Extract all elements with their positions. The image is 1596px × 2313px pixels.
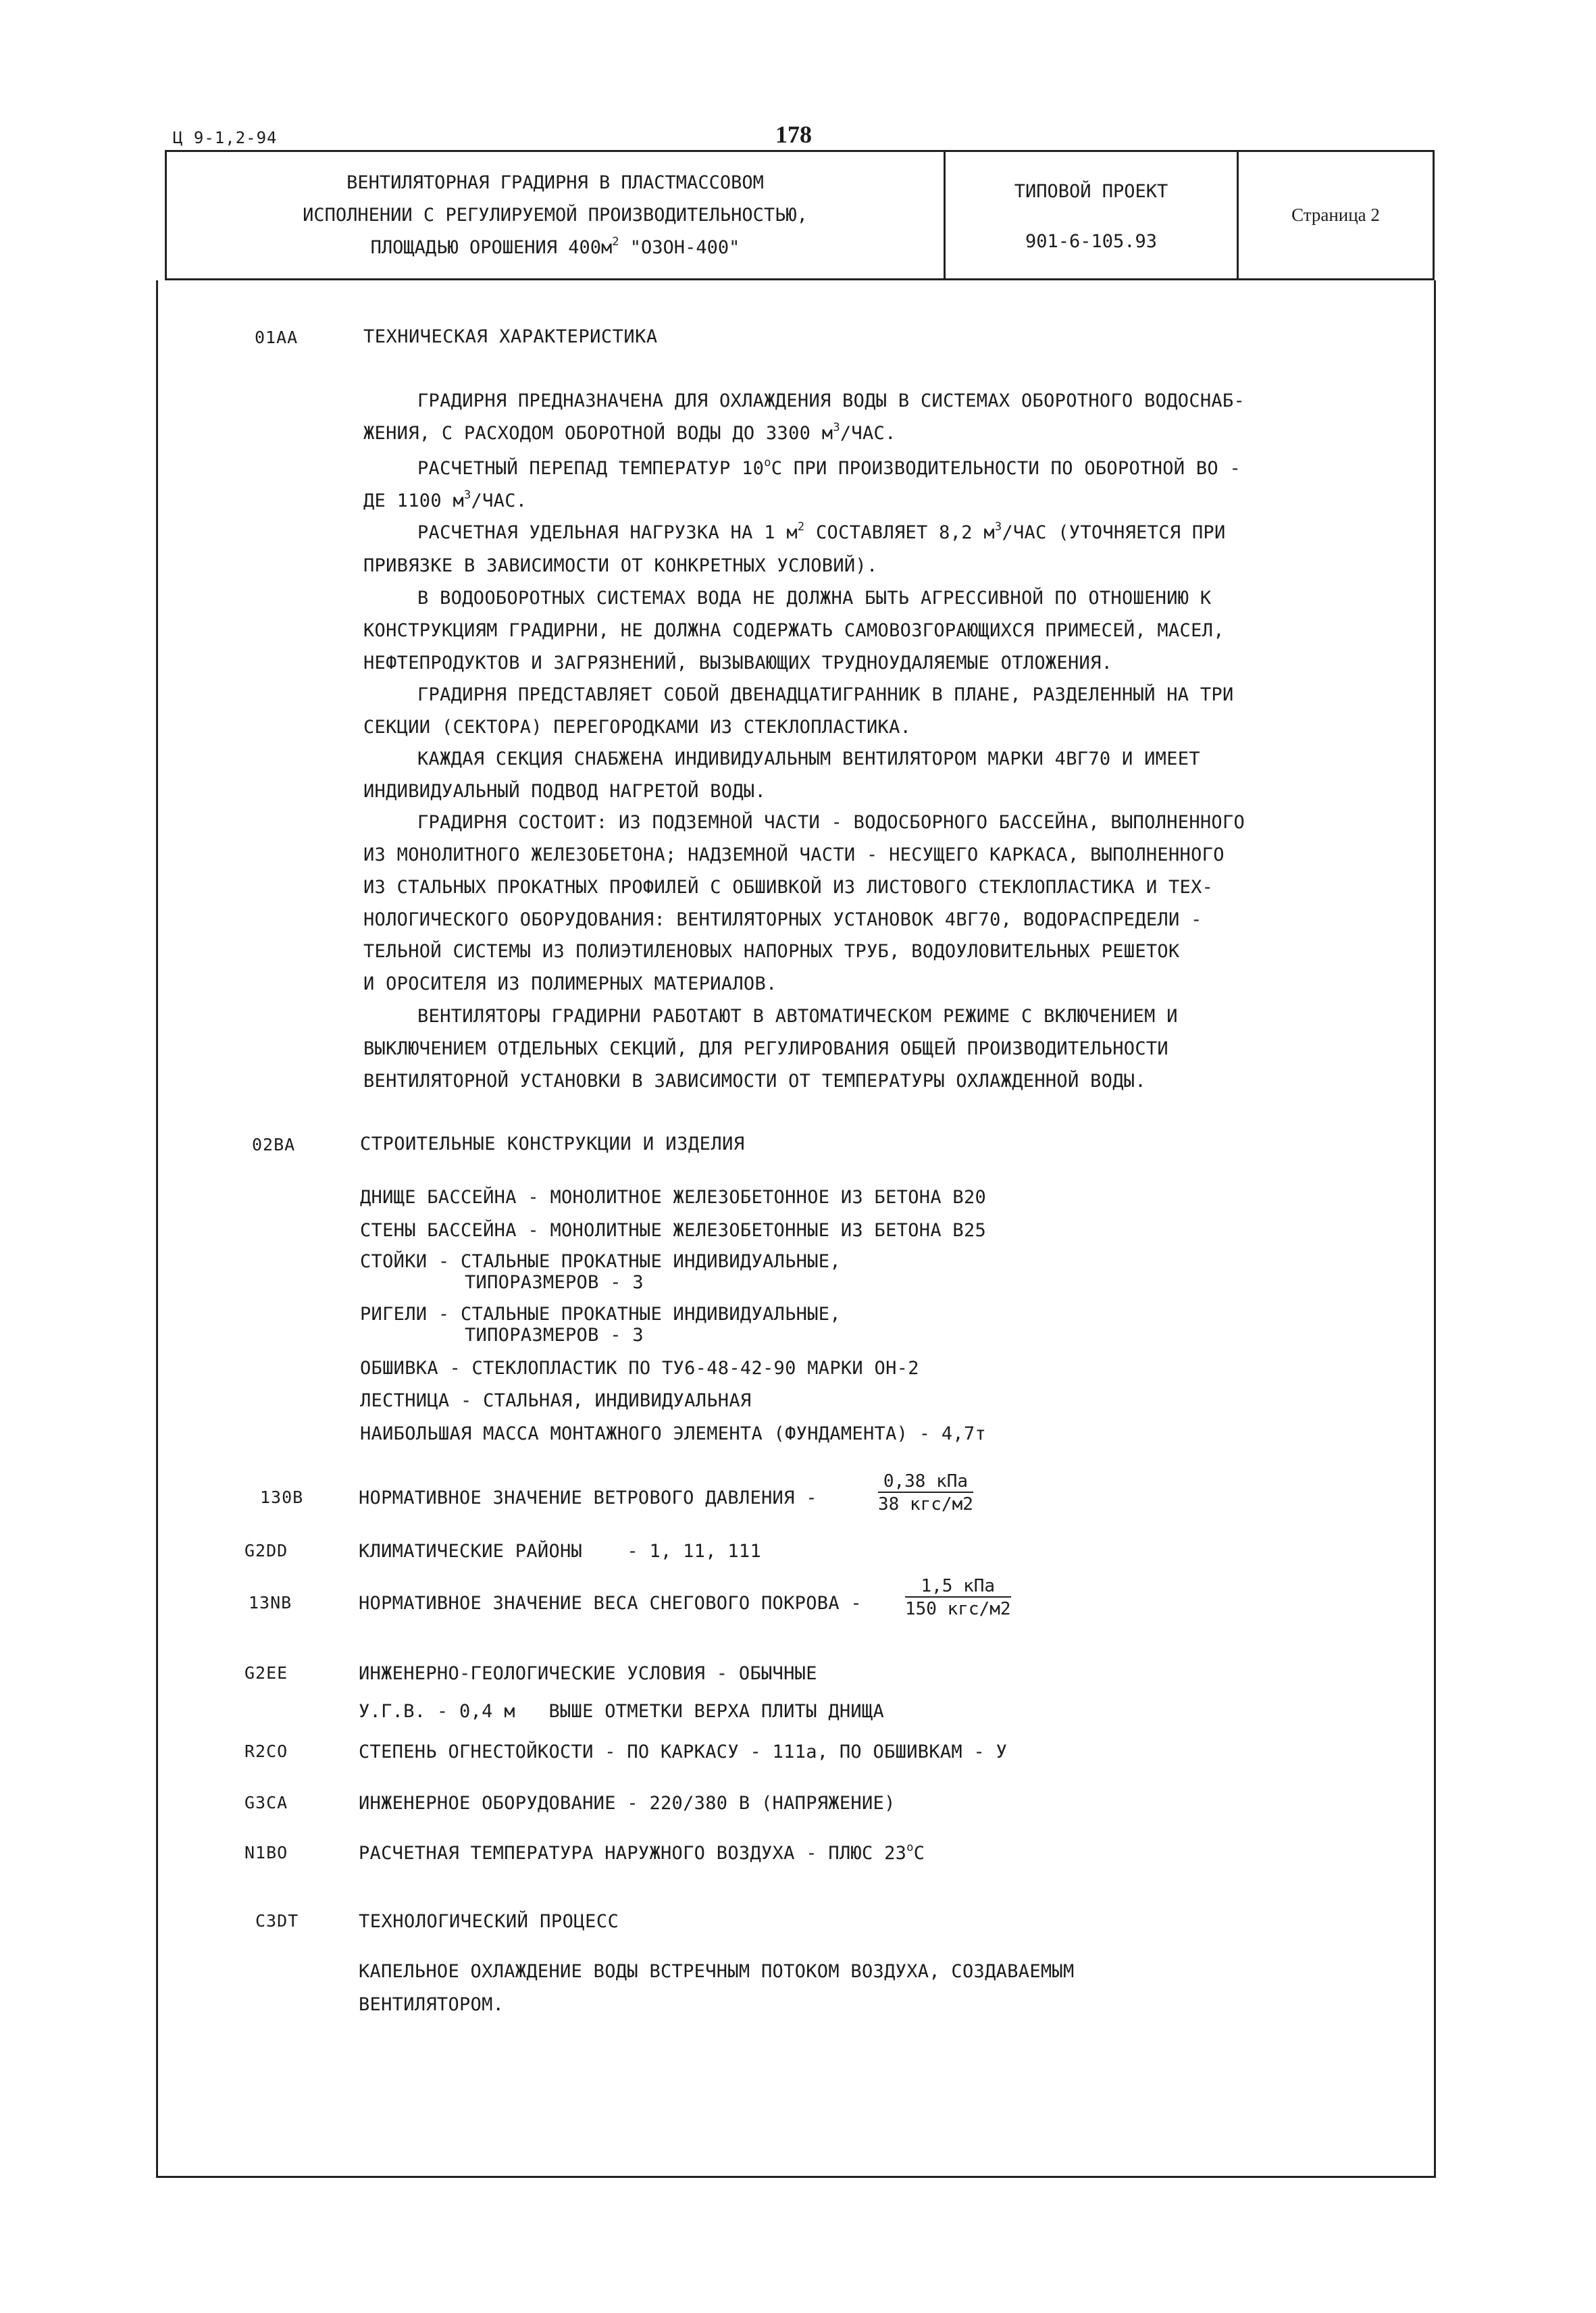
section-heading: СТРОИТЕЛЬНЫЕ КОНСТРУКЦИИ И ИЗДЕЛИЯ — [360, 1134, 745, 1154]
section-code: 130B — [260, 1488, 304, 1507]
spec-line: ТИПОРАЗМЕРОВ - 3 — [465, 1272, 644, 1293]
spec-line: СТЕНЫ БАССЕЙНА - МОНОЛИТНЫЕ ЖЕЛЕЗОБЕТОННЫЕ ИЗ БЕТОНА В25 — [360, 1220, 987, 1241]
spec-line: ДНИЩЕ БАССЕЙНА - МОНОЛИТНОЕ ЖЕЛЕЗОБЕТОННОЕ ИЗ БЕТОНА В20 — [360, 1187, 987, 1208]
process-line: ВЕНТИЛЯТОРОМ. — [359, 1994, 505, 2015]
paragraph-line: РАСЧЕТНАЯ УДЕЛЬНАЯ НАГРУЗКА НА 1 $м^2$ СОСТАВЛЯЕТ 8,2 $м^3$/ЧАС (УТОЧНЯЕТСЯ ПРИ — [417, 520, 1226, 543]
paragraph-line: ИНДИВИДУАЛЬНЫЙ ПОДВОД НАГРЕТОЙ ВОДЫ. — [363, 781, 766, 802]
title-block — [165, 150, 1435, 280]
paragraph-line: ГРАДИРНЯ ПРЕДСТАВЛЯЕТ СОБОЙ ДВЕНАДЦАТИГРАННИК В ПЛАНЕ, РАЗДЕЛЕННЫЙ НА ТРИ — [417, 684, 1234, 705]
title-cell — [167, 152, 946, 278]
geology-conditions: ИНЖЕНЕРНО-ГЕОЛОГИЧЕСКИЕ УСЛОВИЯ - ОБЫЧНЫЕ — [359, 1663, 817, 1684]
groundwater-level: У.Г.В. - 0,4 м ВЫШЕ ОТМЕТКИ ВЕРХА ПЛИТЫ ДНИЩА — [359, 1701, 885, 1722]
paragraph-line: РАСЧЕТНЫЙ ПЕРЕПАД ТЕМПЕРАТУР $10^оС$ ПРИ ПРОИЗВОДИТЕЛЬНОСТИ ПО ОБОРОТНОЙ ВО - — [417, 456, 1241, 479]
section-heading: ТЕХНИЧЕСКАЯ ХАРАКТЕРИСТИКА — [363, 326, 658, 347]
page-number: 178 — [775, 121, 812, 148]
paragraph-line: И ОРОСИТЕЛЯ ИЗ ПОЛИМЕРНЫХ МАТЕРИАЛОВ. — [363, 973, 777, 994]
title-line-1: ВЕНТИЛЯТОРНАЯ ГРАДИРНЯ В ПЛАСТМАССОВОМ — [346, 172, 764, 193]
paragraph-line: ТЕЛЬНОЙ СИСТЕМЫ ИЗ ПОЛИЭТИЛЕНОВЫХ НАПОРНЫХ ТРУБ, ВОДОУЛОВИТЕЛЬНЫХ РЕШЕТОК — [363, 941, 1180, 962]
paragraph-line: ЖЕНИЯ, С РАСХОДОМ ОБОРОТНОЙ ВОДЫ ДО 3300 $м^3$/ЧАС. — [363, 421, 896, 444]
wind-pressure-label: НОРМАТИВНОЕ ЗНАЧЕНИЕ ВЕТРОВОГО ДАВЛЕНИЯ - — [359, 1488, 817, 1508]
paragraph-line: ИЗ СТАЛЬНЫХ ПРОКАТНЫХ ПРОФИЛЕЙ С ОБШИВКОЙ ИЗ ЛИСТОВОГО СТЕКЛОПЛАСТИКА И ТЕХ- — [363, 877, 1214, 898]
spec-line: РИГЕЛИ - СТАЛЬНЫЕ ПРОКАТНЫЕ ИНДИВИДУАЛЬНЫЕ, — [360, 1304, 841, 1325]
process-line: КАПЕЛЬНОЕ ОХЛАЖДЕНИЕ ВОДЫ ВСТРЕЧНЫМ ПОТОКОМ ВОЗДУХА, СОЗДАВАЕМЫМ — [359, 1961, 1075, 1982]
section-code: G2EE — [244, 1663, 288, 1683]
paragraph-line: КАЖДАЯ СЕКЦИЯ СНАБЖЕНА ИНДИВИДУАЛЬНЫМ ВЕНТИЛЯТОРОМ МАРКИ 4ВГ70 И ИМЕЕТ — [417, 748, 1200, 769]
climate-regions: КЛИМАТИЧЕСКИЕ РАЙОНЫ - 1, 11, 111 — [359, 1541, 761, 1562]
title-line-3: ПЛОЩАДЬЮ ОРОШЕНИЯ $400м^2$ "ОЗОН-400" — [370, 234, 740, 258]
section-code: G3CA — [244, 1793, 288, 1812]
spec-line: ОБШИВКА - СТЕКЛОПЛАСТИК ПО ТУ6-48-42-90 МАРКИ ОН-2 — [360, 1358, 919, 1379]
outdoor-temperature: РАСЧЕТНАЯ ТЕМПЕРАТУРА НАРУЖНОГО ВОЗДУХА - ПЛЮС $23^оС$ — [359, 1841, 925, 1864]
engineering-equipment: ИНЖЕНЕРНОЕ ОБОРУДОВАНИЕ - 220/380 В (НАПРЯЖЕНИЕ) — [359, 1793, 896, 1814]
paragraph-line: ГРАДИРНЯ ПРЕДНАЗНАЧЕНА ДЛЯ ОХЛАЖДЕНИЯ ВОДЫ В СИСТЕМАХ ОБОРОТНОГО ВОДОСНАБ- — [417, 390, 1245, 411]
section-heading: ТЕХНОЛОГИЧЕСКИЙ ПРОЦЕСС — [359, 1911, 619, 1932]
section-code: C3DT — [255, 1911, 299, 1931]
project-label: ТИПОВОЙ ПРОЕКТ — [1014, 180, 1168, 202]
paragraph-line: ПРИВЯЗКЕ В ЗАВИСИМОСТИ ОТ КОНКРЕТНЫХ УСЛОВИЙ). — [363, 555, 878, 576]
section-code: 01AA — [255, 328, 299, 347]
paragraph-line: ГРАДИРНЯ СОСТОИТ: ИЗ ПОДЗЕМНОЙ ЧАСТИ - ВОДОСБОРНОГО БАССЕЙНА, ВЫПОЛНЕННОГО — [417, 812, 1245, 833]
paragraph-line: В ВОДООБОРОТНЫХ СИСТЕМАХ ВОДА НЕ ДОЛЖНА БЫТЬ АГРЕССИВНОЙ ПО ОТНОШЕНИЮ К — [417, 588, 1212, 609]
paragraph-line: СЕКЦИИ (СЕКТОРА) ПЕРЕГОРОДКАМИ ИЗ СТЕКЛОПЛАСТИКА. — [363, 717, 912, 738]
paragraph-line: НОЛОГИЧЕСКОГО ОБОРУДОВАНИЯ: ВЕНТИЛЯТОРНЫХ УСТАНОВОК 4ВГ70, ВОДОРАСПРЕДЕЛИ - — [363, 909, 1202, 930]
paragraph-line: НЕФТЕПРОДУКТОВ И ЗАГРЯЗНЕНИЙ, ВЫЗЫВАЮЩИХ ТРУДНОУДАЛЯЕМЫЕ ОТЛОЖЕНИЯ. — [363, 653, 1113, 673]
paragraph-line: ВЫКЛЮЧЕНИЕМ ОТДЕЛЬНЫХ СЕКЦИЙ, ДЛЯ РЕГУЛИРОВАНИЯ ОБЩЕЙ ПРОИЗВОДИТЕЛЬНОСТИ — [363, 1038, 1168, 1059]
wind-pressure-value: 0,38 кПа 38 кгс/м2 — [878, 1471, 973, 1515]
section-code: 02BA — [252, 1135, 296, 1154]
spec-line: ТИПОРАЗМЕРОВ - 3 — [465, 1325, 644, 1346]
spec-line: ЛЕСТНИЦА - СТАЛЬНАЯ, ИНДИВИДУАЛЬНАЯ — [360, 1390, 752, 1411]
section-code: 13NB — [249, 1593, 292, 1612]
page-label: Страница 2 — [1291, 205, 1380, 225]
section-code: G2DD — [244, 1541, 288, 1560]
snow-load-label: НОРМАТИВНОЕ ЗНАЧЕНИЕ ВЕСА СНЕГОВОГО ПОКРОВА - — [359, 1593, 862, 1614]
document-code: Ц 9-1,2-94 — [173, 128, 278, 147]
page-label-cell — [1239, 152, 1433, 278]
paragraph-line: ДЕ 1100 $м^3$/ЧАС. — [363, 488, 527, 511]
paragraph-line: ВЕНТИЛЯТОРНОЙ УСТАНОВКИ В ЗАВИСИМОСТИ ОТ ТЕМПЕРАТУРЫ ОХЛАЖДЕННОЙ ВОДЫ. — [363, 1071, 1146, 1092]
paragraph-line: ВЕНТИЛЯТОРЫ ГРАДИРНИ РАБОТАЮТ В АВТОМАТИЧЕСКОМ РЕЖИМЕ С ВКЛЮЧЕНИЕМ И — [417, 1006, 1178, 1027]
spec-line: СТОЙКИ - СТАЛЬНЫЕ ПРОКАТНЫЕ ИНДИВИДУАЛЬНЫЕ, — [360, 1251, 841, 1272]
paragraph-line: ИЗ МОНОЛИТНОГО ЖЕЛЕЗОБЕТОНА; НАДЗЕМНОЙ ЧАСТИ - НЕСУЩЕГО КАРКАСА, ВЫПОЛНЕННОГО — [363, 844, 1225, 865]
snow-load-value: 1,5 кПа 150 кгс/м2 — [905, 1576, 1011, 1619]
fire-resistance: СТЕПЕНЬ ОГНЕСТОЙКОСТИ - ПО КАРКАСУ - 111а, ПО ОБШИВКАМ - У — [359, 1742, 1008, 1762]
title-line-2: ИСПОЛНЕНИИ С РЕГУЛИРУЕМОЙ ПРОИЗВОДИТЕЛЬНОСТЬЮ, — [303, 204, 808, 226]
section-code: N1BO — [244, 1843, 288, 1862]
paragraph-line: КОНСТРУКЦИЯМ ГРАДИРНИ, НЕ ДОЛЖНА СОДЕРЖАТЬ САМОВОЗГОРАЮЩИХСЯ ПРИМЕСЕЙ, МАСЕЛ, — [363, 620, 1225, 641]
spec-line: НАИБОЛЬШАЯ МАССА МОНТАЖНОГО ЭЛЕМЕНТА (ФУНДАМЕНТА) - 4,7т — [360, 1423, 987, 1444]
project-cell — [946, 152, 1239, 278]
section-code: R2CO — [244, 1742, 288, 1761]
project-number: 901-6-105.93 — [1025, 230, 1158, 252]
